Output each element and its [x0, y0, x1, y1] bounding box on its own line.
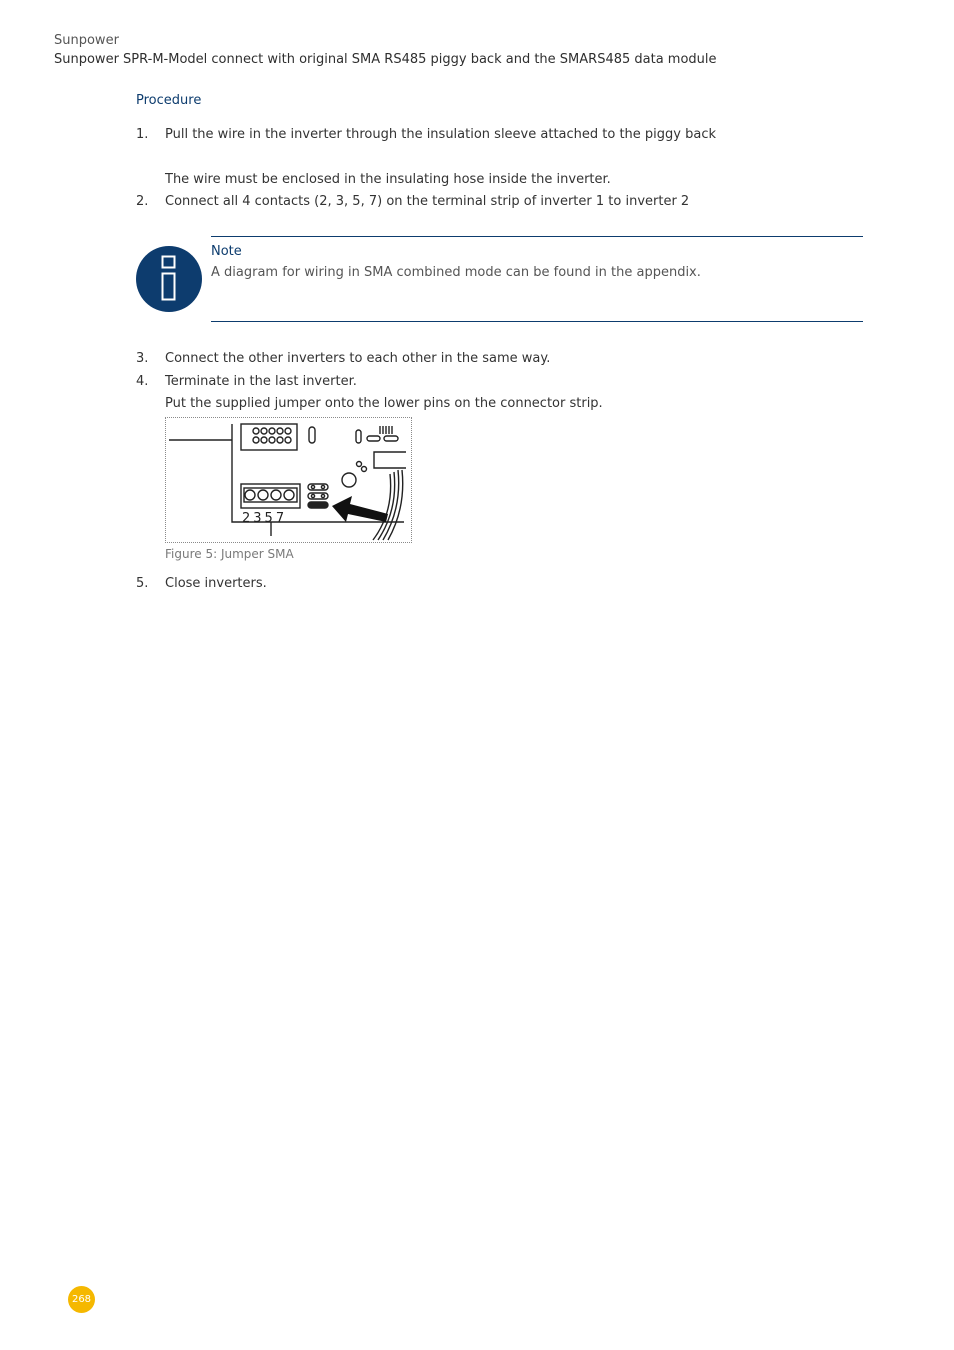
- info-icon: [136, 246, 202, 312]
- step-number: 1.: [136, 127, 149, 142]
- step-text: Close inverters.: [165, 576, 267, 591]
- step-text: Connect all 4 contacts (2, 3, 5, 7) on the terminal strip of inverter 1 to inverter 2: [165, 194, 690, 209]
- circuit-board-illustration: [166, 418, 411, 542]
- step-number: 2.: [136, 194, 149, 209]
- step-number: 5.: [136, 576, 149, 591]
- step-number: 3.: [136, 351, 149, 366]
- note-top-rule: [211, 236, 863, 237]
- note-bottom-rule: [211, 321, 863, 322]
- step-text: Terminate in the last inverter.: [165, 374, 357, 389]
- step-subtext: The wire must be enclosed in the insulating hose inside the inverter.: [165, 172, 611, 187]
- step-subtext: Put the supplied jumper onto the lower pins on the connector strip.: [165, 396, 603, 411]
- step-text: Pull the wire in the inverter through the insulation sleeve attached to the piggy back: [165, 127, 717, 142]
- pointer-arrow-icon: [332, 496, 388, 522]
- note-title: Note: [211, 244, 242, 259]
- procedure-heading: Procedure: [136, 93, 202, 108]
- jumper-figure: [165, 417, 412, 543]
- figure-caption: Figure 5: Jumper SMA: [165, 547, 294, 561]
- brand-label: Sunpower: [54, 33, 119, 48]
- note-text: A diagram for wiring in SMA combined mode can be found in the appendix.: [211, 265, 701, 280]
- page-number-badge: 268: [68, 1286, 95, 1313]
- step-number: 4.: [136, 374, 149, 389]
- step-text: Connect the other inverters to each other in the same way.: [165, 351, 551, 366]
- document-title: Sunpower SPR-M-Model connect with original SMA RS485 piggy back and the SMARS485 data module: [54, 52, 717, 67]
- terminal-labels: 2357: [242, 511, 288, 526]
